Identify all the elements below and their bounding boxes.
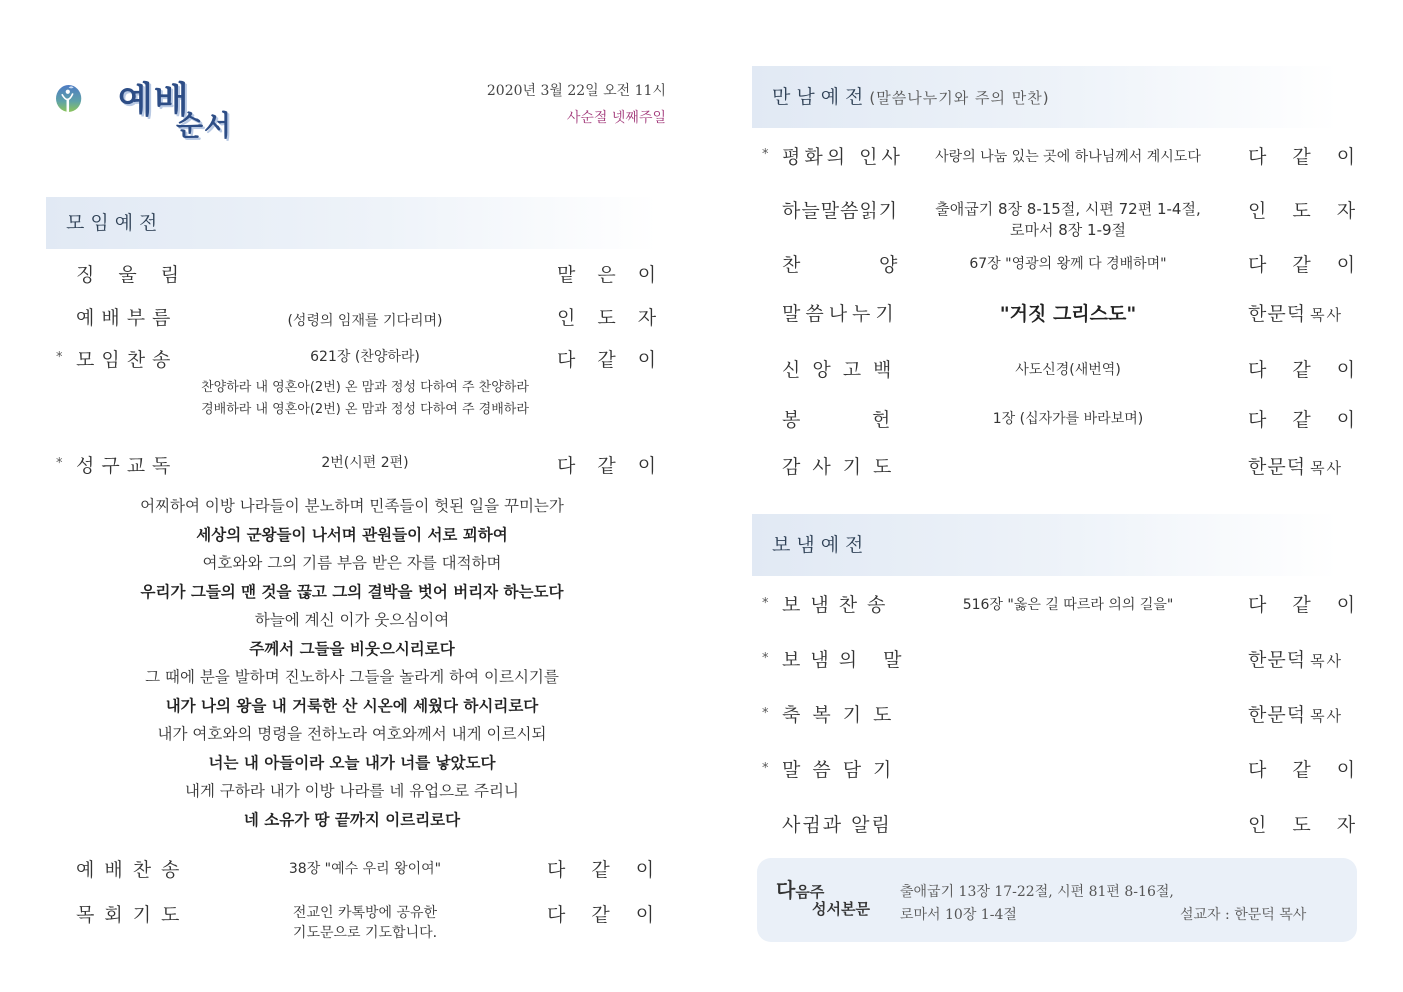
psalm-line-response: 너는 내 아들이라 오늘 내가 너를 낳았도다 bbox=[208, 753, 496, 772]
next-week-label-big: 다 bbox=[776, 878, 796, 902]
item-who-responsive-reading: 다같이 bbox=[557, 455, 679, 477]
item-name-peace-greeting: 평화의 인사 bbox=[782, 146, 904, 168]
item-desc-call-to-worship: (성령의 임재를 기다리며) bbox=[287, 313, 443, 329]
liturgical-season: 사순절 넷째주일 bbox=[566, 110, 666, 126]
item-who-worship-hymn: 다같이 bbox=[547, 859, 681, 881]
desc-line: 로마서 8장 1-9절 bbox=[1009, 221, 1127, 239]
item-who-benediction bbox=[1248, 700, 1343, 727]
section-header-gathering bbox=[46, 197, 658, 249]
section-header-meeting bbox=[752, 66, 1338, 128]
next-week-label-small: 음주 bbox=[795, 883, 825, 901]
item-desc-scripture-reading bbox=[910, 199, 1226, 241]
section-title: 만남예전 bbox=[772, 86, 870, 108]
psalm-line: 하늘에 계신 이가 웃으심이여 bbox=[254, 611, 450, 629]
next-week-label-2: 성서본문 bbox=[812, 900, 870, 918]
item-who-offering: 다같이 bbox=[1248, 409, 1382, 431]
item-who-creed: 다같이 bbox=[1248, 359, 1382, 381]
item-name-word-keeping: 말씀담기 bbox=[782, 759, 904, 781]
item-who-pastoral-prayer: 다같이 bbox=[547, 904, 681, 926]
item-name-responsive-reading: 성구교독 bbox=[76, 455, 178, 477]
desc-line: 기도문으로 기도합니다. bbox=[292, 925, 438, 941]
preacher-name: 한문덕 bbox=[1248, 649, 1307, 671]
item-desc-peace-greeting: 사랑의 나눔 있는 곳에 하나님께서 계시도다 bbox=[935, 149, 1201, 165]
preacher-title: 목사 bbox=[1310, 652, 1344, 670]
desc-line: 출애굽기 8장 8-15절, 시편 72편 1-4절, bbox=[935, 200, 1201, 218]
item-desc-creed: 사도신경(새번역) bbox=[1015, 362, 1121, 378]
item-who-praise: 다같이 bbox=[1248, 254, 1382, 276]
item-desc-pastoral-prayer bbox=[250, 903, 480, 943]
item-name-gathering-hymn: 모임찬송 bbox=[76, 349, 178, 371]
preacher-name: 한문덕 bbox=[1248, 456, 1307, 478]
section-title: 모임예전 bbox=[66, 212, 164, 234]
item-who-call-to-worship: 인도자 bbox=[557, 307, 679, 329]
item-desc-sermon: "거짓 그리스도" bbox=[999, 303, 1137, 325]
item-name-pastoral-prayer: 목회기도 bbox=[76, 904, 190, 926]
item-name-sending-hymn: 보냄찬송 bbox=[782, 594, 896, 616]
offering-label-part-2: 헌 bbox=[872, 409, 891, 431]
preacher-title: 목사 bbox=[1310, 306, 1344, 324]
standing-mark: * bbox=[56, 456, 63, 471]
item-who-thanks-prayer bbox=[1248, 452, 1343, 479]
service-date: 2020년 3월 22일 오전 11시 bbox=[486, 83, 666, 99]
item-name-thanks-prayer: 감사기도 bbox=[782, 456, 904, 478]
item-name-sermon: 말씀나누기 bbox=[782, 303, 899, 325]
item-desc-offering: 1장 (십자가를 바라보며) bbox=[992, 411, 1144, 427]
item-who-sending-hymn: 다같이 bbox=[1248, 594, 1382, 616]
psalm-line: 내게 구하라 내가 이방 나라를 네 유업으로 주리니 bbox=[185, 782, 519, 800]
psalm-line-response: 내가 나의 왕을 내 거룩한 산 시온에 세웠다 하시리로다 bbox=[165, 696, 539, 715]
preacher-name: 한문덕 bbox=[1248, 704, 1307, 726]
section-header-sending bbox=[752, 514, 1338, 576]
psalm-line: 어찌하여 이방 나라들이 분노하며 민족들이 헛된 일을 꾸미는가 bbox=[140, 497, 564, 515]
item-name-bell: 징 울 림 bbox=[76, 264, 189, 286]
item-who-gathering-hymn: 다같이 bbox=[557, 349, 679, 371]
item-who-word-keeping: 다같이 bbox=[1248, 759, 1382, 781]
psalm-line: 그 때에 분을 발하며 진노하사 그들을 놀라게 하여 이르시기를 bbox=[145, 668, 559, 686]
psalm-line-response: 네 소유가 땅 끝까지 이르리로다 bbox=[243, 810, 461, 829]
preacher-title: 목사 bbox=[1310, 459, 1344, 477]
item-who-scripture-reading: 인도자 bbox=[1248, 200, 1382, 222]
item-desc-responsive-reading: 2번(시편 2편) bbox=[321, 455, 409, 471]
logo-word-2: 순서 bbox=[176, 109, 233, 142]
item-desc-worship-hymn: 38장 "예수 우리 왕이여" bbox=[288, 861, 442, 877]
item-name-fellowship-notices: 사귐과 알림 bbox=[782, 814, 892, 836]
item-desc-praise: 67장 "영광의 왕께 다 경배하며" bbox=[969, 256, 1167, 272]
item-name-offering bbox=[782, 405, 890, 432]
item-who-peace-greeting: 다같이 bbox=[1248, 146, 1382, 168]
standing-mark: * bbox=[762, 147, 769, 162]
psalm-text bbox=[46, 492, 658, 834]
item-name-scripture-reading: 하늘말씀읽기 bbox=[782, 200, 899, 222]
logo-word-1: 예배 bbox=[118, 80, 190, 121]
praise-label-part-1: 찬 bbox=[782, 254, 801, 276]
offering-label-part-1: 봉 bbox=[782, 409, 801, 431]
psalm-line: 내가 여호와의 명령을 전하노라 여호와께서 내게 이르시되 bbox=[157, 725, 547, 743]
lyric-line: 경배하라 내 영혼아(2번) 온 맘과 정성 다하여 주 경배하라 bbox=[201, 402, 529, 417]
item-who-fellowship-notices: 인도자 bbox=[1248, 814, 1382, 836]
standing-mark: * bbox=[762, 761, 769, 776]
item-who-bell: 맡은이 bbox=[557, 264, 679, 286]
item-name-creed: 신앙고백 bbox=[782, 359, 904, 381]
standing-mark: * bbox=[762, 651, 769, 666]
item-name-sending-words: 보냄의 말 bbox=[782, 649, 912, 671]
next-week-passage-line-2: 로마서 10장 1-4절 bbox=[900, 907, 1017, 923]
preacher-name: 한문덕 bbox=[1248, 303, 1307, 325]
psalm-line-response: 세상의 군왕들이 나서며 관원들이 서로 꾀하여 bbox=[196, 525, 508, 544]
psalm-line-response: 우리가 그들의 맨 것을 끊고 그의 결박을 벗어 버리자 하는도다 bbox=[140, 582, 564, 601]
item-desc-gathering-hymn: 621장 (찬양하라) bbox=[310, 349, 420, 365]
praise-label-part-2: 양 bbox=[879, 254, 898, 276]
item-name-praise bbox=[782, 250, 897, 277]
item-name-worship-hymn: 예배찬송 bbox=[76, 859, 190, 881]
item-name-benediction: 축복기도 bbox=[782, 704, 904, 726]
preacher-title: 목사 bbox=[1310, 707, 1344, 725]
standing-mark: * bbox=[56, 350, 63, 365]
standing-mark: * bbox=[762, 596, 769, 611]
next-week-preacher: 설교자 : 한문덕 목사 bbox=[1180, 907, 1307, 923]
desc-line: 전교인 카톡방에 공유한 bbox=[292, 905, 438, 921]
next-week-passage-line-1: 출애굽기 13장 17-22절, 시편 81편 8-16절, bbox=[900, 884, 1174, 900]
item-name-call-to-worship: 예배부름 bbox=[76, 307, 178, 329]
section-title: 보냄예전 bbox=[772, 534, 870, 556]
hymn-lyrics bbox=[150, 377, 580, 421]
psalm-line-response: 주께서 그들을 비웃으시리로다 bbox=[249, 639, 455, 658]
standing-mark: * bbox=[762, 706, 769, 721]
psalm-line: 여호와와 그의 기름 부음 받은 자를 대적하며 bbox=[202, 554, 502, 572]
section-subtitle: (말씀나누기와 주의 만찬) bbox=[869, 89, 1050, 107]
item-who-sending-words bbox=[1248, 645, 1343, 672]
item-desc-sending-hymn: 516장 "옳은 길 따르라 의의 길을" bbox=[962, 597, 1174, 613]
lyric-line: 찬양하라 내 영혼아(2번) 온 맘과 정성 다하여 주 찬양하라 bbox=[201, 380, 529, 395]
item-who-sermon bbox=[1248, 299, 1343, 326]
